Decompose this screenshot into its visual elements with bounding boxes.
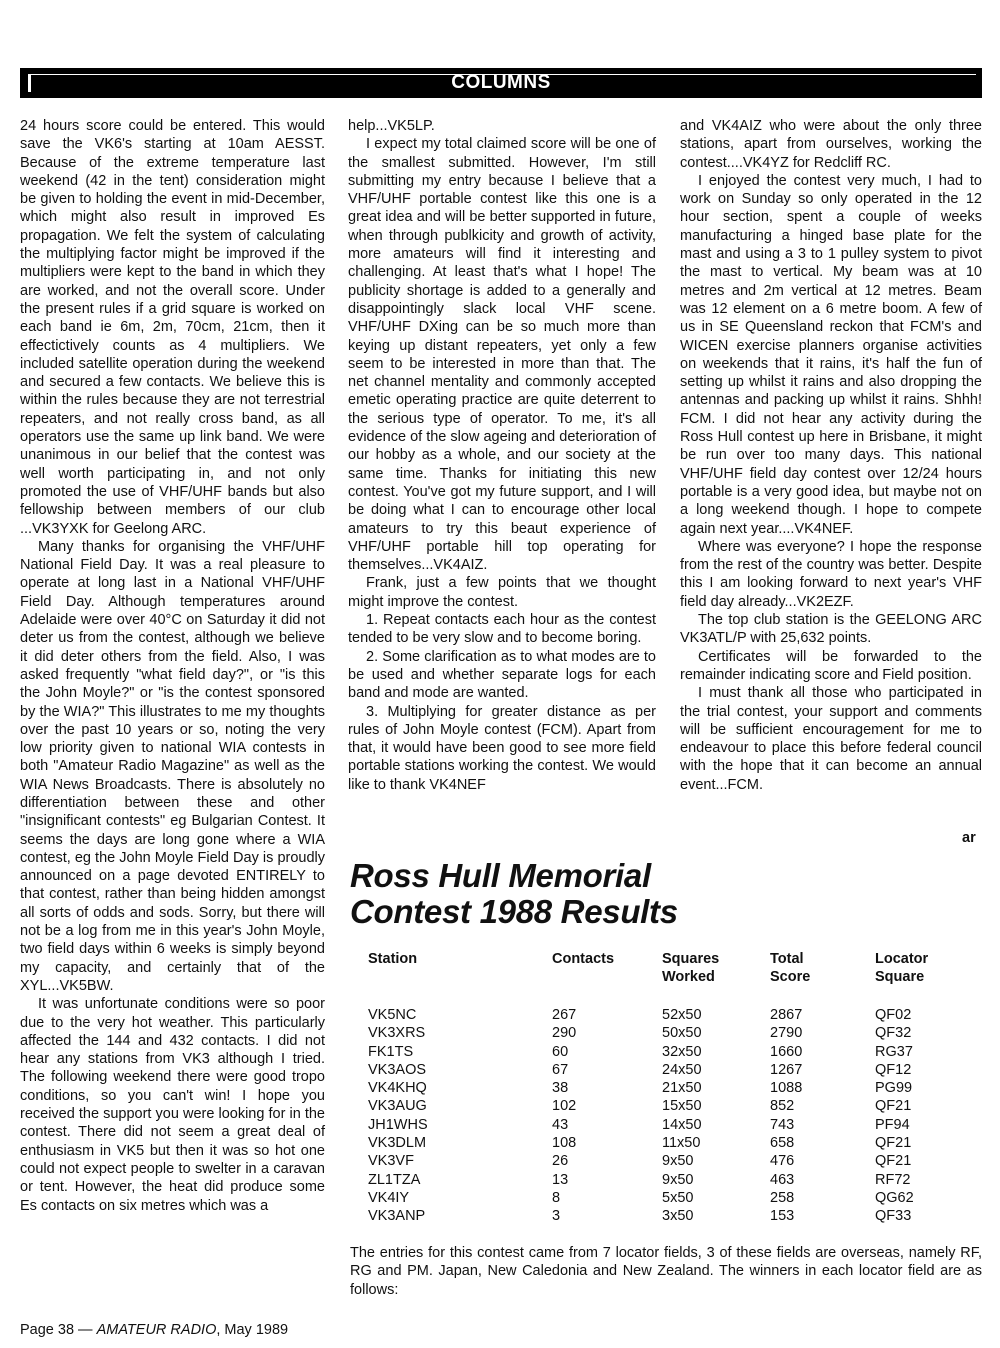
cell-station: VK4KHQ [368, 1080, 427, 1097]
cell-contacts: 102 [552, 1098, 577, 1115]
paragraph: I must thank all those who participated in the trial contest, your support and comments will be sufficient encouragement for me to endeavour to place this before federal council with the hope that it can become an annual event...FCM. [680, 685, 982, 793]
cell-squares: 15x50 [662, 1098, 702, 1115]
table-row [368, 1189, 968, 1207]
paragraph: I expect my total claimed score will be one of the smallest submitted. However, I'm still submitting my entry because I believe that a VHF/UHF portable contest like this one is a great idea and will be better supported in future, when through publkicity and growth of activity, more amateurs will find it interesting and challenging. At least that's what I hope! The publicity shortage is added to a generally and disappointingly slack local VHF scene. VHF/UHF DXing can be so much more than keying up distant repeaters, yet only a few seem to be interested in more than that. The net channel mentality and commonly accepted emetic operating practice are quite deterrent to the serious type of operator. To me, it's all evidence of the slow ageing and deterioration of our hobby as a whole, and our society at the same time. Thanks for initiating this new contest. You've got my future support, and I will be doing what I can to encourage other local amateurs to try this beaut experience of VHF/UHF portable hill top operating for themselves...VK4AIZ. [348, 136, 656, 574]
cell-locator: QF12 [875, 1061, 912, 1078]
table-row [368, 1097, 968, 1115]
article-column-2 [348, 117, 656, 794]
cell-squares: 52x50 [662, 1007, 702, 1023]
cell-locator: PG99 [875, 1080, 913, 1097]
cell-score: 852 [770, 1098, 795, 1115]
columns-banner [20, 68, 982, 98]
cell-station: VK3ANP [368, 1208, 426, 1225]
paragraph: It was unfortunate conditions were so poor due to the very hot weather. This particularly affected the 144 and 432 contacts. I did not hear any stations from VK3 although I tried. The following weekend there were good tropo conditions, so you can't win! I hope you received the support you were looking for in the contest. There did not seem a great deal of enthusiasm in VK5 but then it was so hot one could not expect people to swelter in a caravan or tent. However, the heat did produce some Es contacts on six metres which was a [20, 996, 325, 1214]
cell-station: VK3AUG [368, 1098, 427, 1115]
cell-station: VK3AOS [368, 1061, 427, 1078]
headline-line-1: Ross Hull Memorial [350, 857, 651, 894]
cell-score: 1088 [770, 1080, 803, 1097]
cell-contacts: 290 [552, 1025, 577, 1042]
cell-contacts: 67 [552, 1061, 569, 1078]
cell-score: 153 [770, 1208, 795, 1225]
cell-score: 1267 [770, 1061, 803, 1078]
results-headline [350, 858, 980, 930]
table-row [368, 1207, 968, 1225]
cell-station: FK1TS [368, 1043, 414, 1060]
results-table [368, 950, 968, 1226]
cell-contacts: 60 [552, 1043, 569, 1060]
cell-contacts: 267 [552, 1007, 577, 1023]
article-column-3 [680, 117, 982, 794]
cell-locator: QG62 [875, 1189, 914, 1206]
cell-contacts: 13 [552, 1171, 569, 1188]
results-summary: The entries for this contest came from 7 locator fields, 3 of these fields are overseas, namely RF, RG and PM. Japan, New Caledonia and New Zealand. The winners in each locator field are as follows: [350, 1245, 982, 1298]
cell-score: 258 [770, 1189, 795, 1206]
paragraph: The top club station is the GEELONG ARC VK3ATL/P with 25,632 points. [680, 612, 982, 647]
cell-squares: 21x50 [662, 1080, 702, 1097]
header-total: Total Score [770, 951, 811, 986]
cell-locator: QF33 [875, 1208, 912, 1225]
cell-contacts: 38 [552, 1080, 569, 1097]
headline-line-2: Contest 1988 Results [350, 893, 678, 930]
cell-score: 476 [770, 1153, 795, 1170]
paragraph: help...VK5LP. [348, 118, 435, 134]
table-row [368, 1152, 968, 1170]
paragraph: 24 hours score could be entered. This would save the VK6's starting at 10am AESST. Because of the extreme temperature last weekend (42 in the tent) consideration might be given to holding the event in mid-December, which might also result in improved Es propagation. We felt the system of calculating the multiplying factor might be improved if the multipliers were kept to the band in which they are worked, and not the overall score. Under the present rules if a grid square is worked on each band ie 6m, 2m, 70cm, 21cm, then it effectictively counts as 4 multipliers. We included satellite operation during the weekend and secured a few contacts. We believe this is within the rules because they are not terrestrial repeaters, and not really cross band, as all operators use the same up link band. We were unanimous in our belief that the contest was well worth participating in, and not only promoted the use of VHF/UHF bands but also fellowship between members of our club ...VK3YXK for Geelong ARC. [20, 118, 325, 537]
paragraph: 3. Multiplying for greater distance as per rules of John Moyle contest (FCM). Apart from that, it would have been good to see more field portable stations working the contest. We would like to thank VK4NEF [348, 703, 656, 793]
cell-locator: QF02 [875, 1007, 912, 1023]
table-row [368, 1171, 968, 1189]
table-row [368, 1043, 968, 1061]
paragraph: I enjoyed the contest very much, I had to work on Sunday so only operated in the 12 hour section, spent a couple of weeks manufacturing a hinged base plate for the mast and using a 3 to 1 pulley system to pivot the mast to vertical. My beam was at 10 metres and 2m vertical at 12 metres. Beam was 12 element on a 6 metre boom. A few of us in SE Queensland reckon that FCM's and WICEN exercise planners organise activities on weekends that it rains, it's half the fun of setting up whilst it rains and also dropping the antennas and packing up whilst it rains. Shhh! FCM. I did not hear any activity during the Ross Hull contest up here in Brisbane, it might be run over too many days. This national VHF/UHF field day contest over 12/24 hours portable is a very good idea, but maybe not on a long weekend though. I hope to compete again next year....VK4NEF. [680, 172, 982, 537]
cell-squares: 9x50 [662, 1153, 694, 1170]
cell-squares: 9x50 [662, 1171, 694, 1188]
cell-station: VK5NC [368, 1007, 417, 1023]
paragraph: and VK4AIZ who were about the only three stations, apart from ourselves, working the contest....VK4YZ for Redcliff RC. [680, 118, 982, 171]
table-row [368, 1006, 968, 1024]
cell-squares: 50x50 [662, 1025, 702, 1042]
cell-station: VK3XRS [368, 1025, 426, 1042]
cell-score: 2867 [770, 1007, 803, 1023]
paragraph: Where was everyone? I hope the response from the rest of the country was better. Despite this I am looking forward to next year's VHF field day already...VK2EZF. [680, 538, 982, 610]
page-footer [20, 1322, 288, 1338]
cell-contacts: 108 [552, 1135, 577, 1152]
cell-score: 658 [770, 1135, 795, 1152]
cell-locator: PF94 [875, 1116, 910, 1133]
cell-squares: 11x50 [662, 1135, 701, 1152]
section-title: COLUMNS [451, 72, 551, 93]
cell-squares: 14x50 [662, 1116, 702, 1133]
table-header [368, 950, 968, 1006]
cell-locator: QF21 [875, 1153, 912, 1170]
header-contacts: Contacts [552, 951, 615, 967]
header-squares: Squares Worked [662, 951, 720, 986]
cell-score: 1660 [770, 1043, 803, 1060]
cell-locator: QF32 [875, 1025, 912, 1042]
cell-squares: 3x50 [662, 1208, 694, 1225]
cell-contacts: 8 [552, 1189, 561, 1206]
end-mark: ar [962, 830, 976, 846]
cell-station: ZL1TZA [368, 1171, 421, 1188]
paragraph: Frank, just a few points that we thought might improve the contest. [348, 575, 656, 610]
header-station: Station [368, 951, 418, 967]
header-locator: Locator Square [875, 951, 929, 986]
cell-station: VK3DLM [368, 1135, 427, 1152]
table-row [368, 1134, 968, 1152]
cell-score: 743 [770, 1116, 795, 1133]
page-number: Page 38 — [20, 1322, 97, 1338]
cell-locator: QF21 [875, 1098, 912, 1115]
magazine-name: AMATEUR RADIO [96, 1322, 217, 1338]
cell-locator: RG37 [875, 1043, 913, 1060]
cell-station: JH1WHS [368, 1116, 428, 1133]
table-body [368, 1006, 968, 1226]
cell-squares: 32x50 [662, 1043, 702, 1060]
cell-contacts: 43 [552, 1116, 569, 1133]
paragraph: Certificates will be forwarded to the remainder indicating score and Field position. [680, 648, 982, 683]
issue-date: , May 1989 [216, 1322, 289, 1338]
paragraph: 1. Repeat contacts each hour as the contest tended to be very slow and to become boring. [348, 612, 656, 647]
paragraph: Many thanks for organising the VHF/UHF National Field Day. It was a real pleasure to operate at long last in a National VHF/UHF Field Day. Although temperatures around Adelaide were over 40°C on Saturday it did not deter us from the contest, although we believe it did deter others from the field. Also, I was asked frequently "what field day?", or "is this the John Moyle?" or "is the contest sponsored by the WIA?" This illustrates to me my thoughts over the past 10 years or so, noting the very low priority given to national WIA contests in both "Amateur Radio Magazine" as well as the WIA News Broadcasts. There is absolutely no differentiation between these and other "insignificant contests" eg Bulgarian Contest. It seems the days are long gone where a WIA contest, eg the John Moyle Field Day is proudly announced on a page devoted ENTIRELY to that contest, rather than being hidden amongst all sorts of odds and sods. Sorry, but there will not be a log from me in this year's John Moyle, two field days within 6 weeks is simply beyond my capacity, and certainly that of the XYL...VK5BW. [20, 538, 325, 994]
table-row [368, 1061, 968, 1079]
cell-score: 463 [770, 1171, 795, 1188]
cell-locator: RF72 [875, 1171, 911, 1188]
cell-station: VK3VF [368, 1153, 414, 1170]
table-row [368, 1116, 968, 1134]
cell-contacts: 3 [552, 1208, 561, 1225]
table-row [368, 1024, 968, 1042]
cell-locator: QF21 [875, 1135, 912, 1152]
paragraph: 2. Some clarification as to what modes are to be used and whether separate logs for each band and mode are wanted. [348, 648, 656, 702]
table-row [368, 1079, 968, 1097]
cell-score: 2790 [770, 1025, 803, 1042]
cell-squares: 24x50 [662, 1061, 702, 1078]
cell-contacts: 26 [552, 1153, 569, 1170]
cell-station: VK4IY [368, 1189, 410, 1206]
article-column-1 [20, 117, 325, 1215]
cell-squares: 5x50 [662, 1189, 694, 1206]
